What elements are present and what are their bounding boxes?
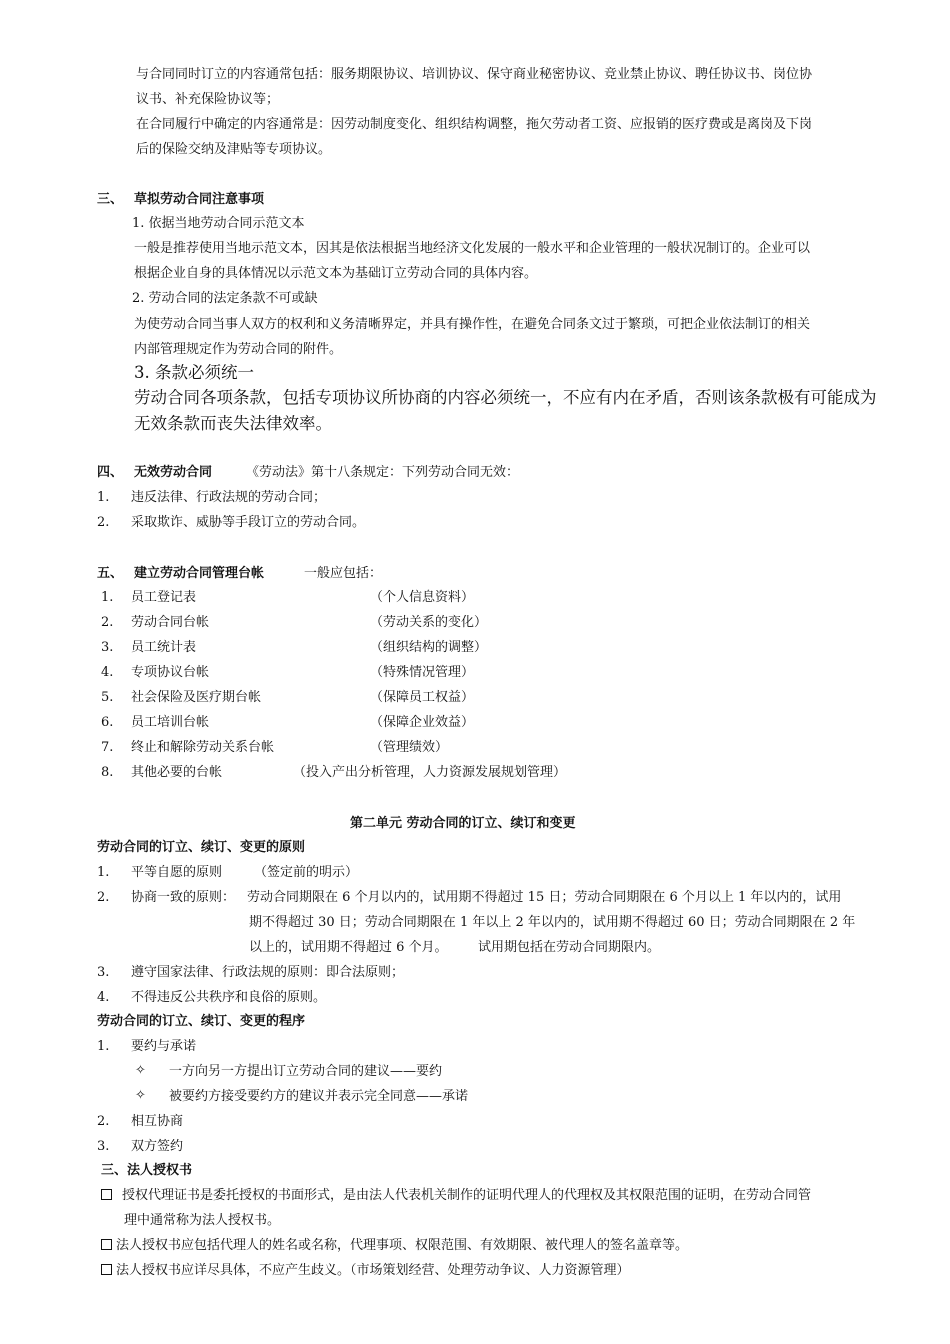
intro-line-2: 议书、补充保险协议等； (136, 92, 280, 107)
section-3-item-1-line-1: 一般是推荐使用当地示范文本，因其是依法根据当地经济文化发展的一般水平和企业管理的一般状况制订的。企业可以 (134, 241, 811, 256)
authorization-bullet-continuation: 理中通常称为法人授权书。 (124, 1213, 281, 1228)
section-4-title: 无效劳动合同 (134, 465, 213, 480)
ledger-item-name: 员工统计表 (131, 640, 197, 655)
authorization-bullet (101, 1264, 630, 1277)
ledger-item-number: 5. (101, 690, 114, 705)
section-5-number: 五、 (97, 566, 124, 581)
section-3-item-3-line-2: 无效条款而丧失法律效率。 (134, 414, 332, 433)
intro-line-4: 后的保险交纳及津贴等专项协议。 (136, 142, 332, 157)
principle-label: 协商一致的原则： (131, 890, 236, 905)
ledger-item-number: 2. (101, 615, 114, 630)
section-4-note: 《劳动法》第十八条规定：下列劳动合同无效： (246, 465, 520, 480)
procedure-step-text: 要约与承诺 (131, 1039, 197, 1054)
procedure-heading: 劳动合同的订立、续订、变更的程序 (97, 1014, 306, 1029)
square-bullet-icon (101, 1189, 112, 1200)
square-bullet-icon (101, 1239, 112, 1250)
ledger-item-name: 专项协议台帐 (131, 665, 210, 680)
authorization-bullet-text: 授权代理证书是委托授权的书面形式，是由法人代表机关制作的证明代理人的代理权及其权限范围的证明，在劳动合同管 (122, 1188, 812, 1203)
principle-note: （签定前的明示） (254, 865, 359, 880)
principle-text: 不得违反公共秩序和良俗的原则。 (131, 990, 327, 1005)
principle-text: 平等自愿的原则 (131, 865, 223, 880)
ledger-item-purpose: （投入产出分析管理，人力资源发展规划管理） (293, 765, 567, 780)
section-5-title: 建立劳动合同管理台帐 (134, 566, 265, 581)
principle-detail-line-3: 以上的，试用期不得超过 6 个月。 (249, 940, 448, 955)
ledger-item-number: 7. (101, 740, 114, 755)
square-bullet-icon (101, 1264, 112, 1275)
section-3-number: 三、 (97, 192, 124, 207)
ledger-item-purpose: （保障员工权益） (370, 690, 475, 705)
authorization-bullet (101, 1189, 811, 1202)
principle-number: 4. (97, 990, 110, 1005)
ledger-item-number: 1. (101, 590, 114, 605)
section-3-item-1-line-2: 根据企业自身的具体情况以示范文本为基础订立劳动合同的具体内容。 (134, 266, 538, 281)
ledger-item-purpose: （管理绩效） (370, 740, 449, 755)
section-3-item-3-title: 3. 条款必须统一 (134, 363, 254, 382)
procedure-bullet-text: 被要约方接受要约方的建议并表示完全同意——承诺 (169, 1089, 469, 1104)
authorization-bullet-text: 法人授权书应详尽具体，不应产生歧义。（市场策划经营、处理劳动争议、人力资源管理） (116, 1263, 630, 1278)
ledger-item-purpose: （特殊情况管理） (370, 665, 475, 680)
ledger-item-number: 4. (101, 665, 114, 680)
authorization-bullet-text: 法人授权书应包括代理人的姓名或名称，代理事项、权限范围、有效期限、被代理人的签名盖章等。 (116, 1238, 689, 1253)
procedure-step-number: 1. (97, 1039, 110, 1054)
ledger-item-purpose: （组织结构的调整） (370, 640, 488, 655)
diamond-bullet-icon: ✧ (135, 1088, 146, 1103)
ledger-item-purpose: （劳动关系的变化） (370, 615, 488, 630)
procedure-step-number: 3. (97, 1139, 110, 1154)
ledger-item-name: 劳动合同台帐 (131, 615, 210, 630)
procedure-step-text: 相互协商 (131, 1114, 184, 1129)
section-3-item-2-title: 2. 劳动合同的法定条款不可或缺 (132, 291, 318, 306)
procedure-step-text: 双方签约 (131, 1139, 184, 1154)
section-4-number: 四、 (97, 465, 124, 480)
ledger-item-name: 员工培训台帐 (131, 715, 210, 730)
section-4-item-text: 违反法律、行政法规的劳动合同； (131, 490, 327, 505)
section-3-item-2-line-1: 为使劳动合同当事人双方的权利和义务清晰界定，并具有操作性，在避免合同条文过于繁琐，可把企业依法制订的相关 (134, 317, 811, 332)
authorization-heading: 三、法人授权书 (101, 1163, 193, 1178)
principles-heading: 劳动合同的订立、续订、变更的原则 (97, 840, 306, 855)
intro-line-1: 与合同同时订立的内容通常包括：服务期限协议、培训协议、保守商业秘密协议、竞业禁止协议、聘任协议书、岗位协 (136, 67, 813, 82)
principle-detail-line-3-note: 试用期包括在劳动合同期限内。 (478, 940, 661, 955)
principle-number: 3. (97, 965, 110, 980)
section-4-item-number: 2. (97, 515, 110, 530)
principle-number: 1. (97, 865, 110, 880)
ledger-item-number: 8. (101, 765, 114, 780)
ledger-item-purpose: （个人信息资料） (370, 590, 475, 605)
procedure-bullet-text: 一方向另一方提出订立劳动合同的建议——要约 (169, 1064, 443, 1079)
procedure-step-number: 2. (97, 1114, 110, 1129)
section-5-note: 一般应包括： (304, 566, 383, 581)
intro-line-3: 在合同履行中确定的内容通常是：因劳动制度变化、组织结构调整，拖欠劳动者工资、应报销的医疗费或是离岗及下岗 (136, 117, 813, 132)
section-4-item-text: 采取欺诈、威胁等手段订立的劳动合同。 (131, 515, 366, 530)
ledger-item-number: 3. (101, 640, 114, 655)
ledger-item-name: 社会保险及医疗期台帐 (131, 690, 262, 705)
section-4-item-number: 1. (97, 490, 110, 505)
principle-text: 遵守国家法律、行政法规的原则：即合法原则； (131, 965, 405, 980)
diamond-bullet-icon: ✧ (135, 1063, 146, 1078)
principle-number: 2. (97, 890, 110, 905)
section-3-title: 草拟劳动合同注意事项 (134, 192, 265, 207)
unit-2-title: 第二单元 劳动合同的订立、续订和变更 (350, 816, 576, 831)
ledger-item-number: 6. (101, 715, 114, 730)
ledger-item-name: 员工登记表 (131, 590, 197, 605)
section-3-item-2-line-2: 内部管理规定作为劳动合同的附件。 (134, 342, 343, 357)
ledger-item-purpose: （保障企业效益） (370, 715, 475, 730)
authorization-bullet (101, 1239, 688, 1252)
section-3-item-1-title: 1. 依据当地劳动合同示范文本 (132, 216, 305, 231)
ledger-item-name: 其他必要的台帐 (131, 765, 223, 780)
principle-detail-line-1: 劳动合同期限在 6 个月以内的，试用期不得超过 15 日；劳动合同期限在 6 个月以上 1 年以内的，试用 (247, 890, 842, 905)
principle-detail-line-2: 期不得超过 30 日；劳动合同期限在 1 年以上 2 年以内的，试用期不得超过 60 日；劳动合同期限在 2 年 (249, 915, 856, 930)
section-3-item-3-line-1: 劳动合同各项条款，包括专项协议所协商的内容必须统一，不应有内在矛盾，否则该条款极有可能成为 (134, 388, 877, 407)
ledger-item-name: 终止和解除劳动关系台帐 (131, 740, 275, 755)
